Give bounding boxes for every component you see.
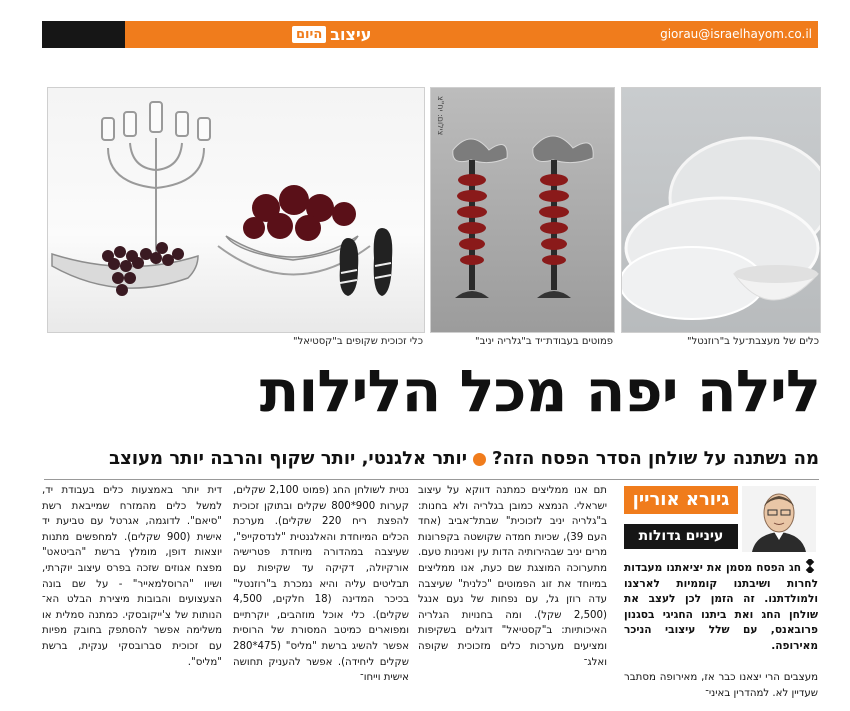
author-name: גיורא אוריין xyxy=(624,486,738,514)
section-badge: היום xyxy=(292,26,326,43)
section-word: עיצוב xyxy=(330,25,372,44)
caption-glassware: כלי זכוכית שקופים ב"קסטיאל" xyxy=(293,336,423,347)
header-email[interactable]: giorau@israelhayom.co.il xyxy=(660,27,812,41)
article-column-1: דית יותר באמצעות כלים בעבודת יד, למשל כלים מהמזרח שמייבאת רשת "סיאם". לדוגמה, אגרטל עם טביעת יד אישית (900 שקלים). למחפשים מתנות יוצאות דופן, מומלץ ברשת "הביטאט" מפצח אגוזים שזכה בפרס עיצוב יוקרתי, ושיוו "הרוסלמאייר" - על שם בונה הצעצועים והבובות מיצירת הבלט הא־ הנותות של צ'ייקובסקי. כמתנה סמלית או משלימה אפשר להסתפק בחובק מפיות עם זכוכית סברובסקי ענקית, ברשת "מליס". xyxy=(42,485,222,668)
article-column-3: תם אנו ממליצים כמתנה דווקא על עיצוב ישראלי. הנמצא כמובן בגלריה ולא בחנות: ב"גלריה יניב לזכוכית" שבתל־אביב (אחד העם 39), שכיות חמדה שקושטה בקפרונות מרים יניב שבהירותיה הדות עין ואנינות טעם. מתערוכה המוצגת שם כעת, אנו ממליצים במיוחד את זוג הפמוטים "כלנית" שעיצבה עדה רוזן גל, עם נפחות של נעם אנגל (2,500 שקל). ומה בחנויות הגלריה האיכותיות: ב"קסטיאל" דוגלים בשקיפות ומציעים מערכות כלים מזכוכית שקופה ואלג־ xyxy=(418,485,607,668)
plates-illustration xyxy=(622,88,820,332)
article-column-2: נטית לשולחן החג (פמוט 2,100 שקלים, קערות 900*800 שקלים ובתוקן זכוכית להפצת ריח 220 שקלים). מערכת הכלים המיוחדת והאלגנטית "לנדסקייפ", שעיצבה במהדורה מיוחדת פטרישיה אורקיולה, דקיקה עד שקיפות עם תבליטים עליה והיא נמכרת ב"רוזנטל" בכיכר המדינה (18 חלקים, 4,500 שקלים). כלי אוכל מוזהבים, יוקרתיים ומפוארים כמיטב המסורת של הרוסית אפשר להשיג ברשת "מליס" (475*280 שקלים ליחידה). אפשר להעניק תחושה אישית וייחו־ xyxy=(233,485,409,684)
orange-bullet-icon xyxy=(473,453,486,466)
diamond-bullet-icon xyxy=(804,559,818,573)
subhead-answer: יותר אלגנטי, יותר שקוף והרבה יותר מעוצב xyxy=(109,448,468,469)
header-black-block xyxy=(42,21,125,48)
lede-text: חג הפסח מסמן את יציאתנו מעבדות לחרות ושיבתנו קוממיות לארצנו ולמולדתנו. זה הזמן לכן לעצב את שולחן החג ואת ביתנו החגיגי בסגנון פרובאנס, עם שלל עיצובי הניכר מאירופה. xyxy=(624,562,818,652)
article-subhead xyxy=(44,444,819,474)
glassware-illustration xyxy=(48,88,424,332)
article-intro: מעצבים הרי יצאנו כבר אז, מאירופה מסתבר שעדיין לא. למהדרין באיני־ xyxy=(624,672,818,699)
caption-plates: כלים של מעצבת־על ב"רוזנטל" xyxy=(686,336,819,347)
divider xyxy=(44,479,819,480)
section-title xyxy=(292,23,371,46)
subhead-question: מה נשתנה על שולחן הסדר הפסח הזה? xyxy=(492,448,819,469)
author-avatar xyxy=(742,486,816,552)
candlesticks-illustration xyxy=(431,88,614,332)
photo-credit: צילום: יח"צ xyxy=(436,96,445,136)
column-name: עיניים גדולות xyxy=(624,524,738,549)
article-lede xyxy=(624,559,818,655)
photo-glassware xyxy=(47,87,425,333)
article-headline: לילה יפה מכל הלילות xyxy=(259,357,820,425)
photo-plates xyxy=(621,87,821,333)
photo-candlesticks xyxy=(430,87,615,333)
caption-candlesticks: פמוטים בעבודת־יד ב"גלריה יניב" xyxy=(475,336,613,347)
